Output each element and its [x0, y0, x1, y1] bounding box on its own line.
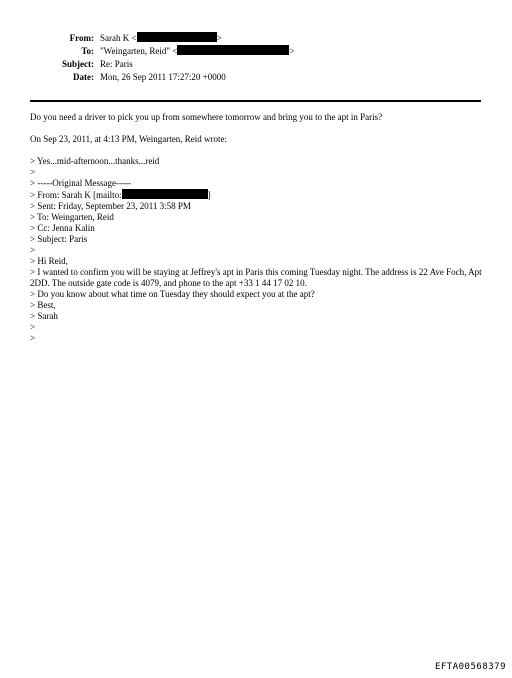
quoted-line: > Sent: Friday, September 23, 2011 3:58 PM — [30, 201, 191, 211]
quoted-line: > — [30, 322, 36, 332]
quoted-line: > To: Weingarten, Reid — [30, 212, 114, 222]
quoted-line: > Cc: Jenna Kalin — [30, 223, 95, 233]
from-name: Sarah K < — [100, 33, 137, 43]
date-label: Date: — [73, 72, 94, 82]
from-end: > — [216, 33, 222, 43]
subject-value: Re: Paris — [100, 59, 133, 69]
reply-text: Do you need a driver to pick you up from somewhere tomorrow and bring you to the apt in Paris? — [30, 112, 383, 122]
spacer — [30, 123, 482, 134]
from-value — [100, 32, 222, 45]
redaction-box — [137, 32, 217, 42]
quoted-line: > — [30, 245, 36, 255]
quoted-line: > Yes...mid-afternoon...thanks...reid — [30, 156, 160, 166]
to-end: > — [289, 46, 295, 56]
email-header — [20, 32, 480, 84]
quoted-from-line — [30, 189, 482, 201]
quoted-paragraph: > I wanted to confirm you will be staying at Jeffrey's apt in Paris this coming Tuesday night. The address is 22 Ave Foch, Apt 2DD. The outside gate code is 4079, and phone to the apt +33 1 44 17 02 10. — [30, 267, 482, 288]
from-label: From: — [69, 33, 94, 43]
header-to-row — [20, 45, 480, 58]
header-from-row — [20, 32, 480, 45]
redaction-box — [122, 189, 208, 199]
quoted-from-prefix: > From: Sarah K [mailto: — [30, 190, 122, 200]
quoted-from-suffix: ] — [207, 190, 211, 200]
quoted-line: > Sarah — [30, 311, 58, 321]
to-name: "Weingarten, Reid" < — [100, 46, 178, 56]
attribution-line: On Sep 23, 2011, at 4:13 PM, Weingarten, Reid wrote: — [30, 134, 228, 144]
header-date-row — [20, 71, 480, 84]
email-body — [30, 112, 482, 344]
bates-number: EFTA00568379 — [434, 662, 506, 672]
subject-label: Subject: — [62, 59, 94, 69]
header-subject-row — [20, 58, 480, 71]
quoted-line: > Subject: Paris — [30, 234, 88, 244]
header-divider — [30, 100, 481, 102]
quoted-line: > Do you know about what time on Tuesday they should expect you at the apt? — [30, 289, 315, 299]
quoted-line: > Hi Reid, — [30, 256, 68, 266]
spacer — [30, 145, 482, 156]
redaction-box — [177, 45, 289, 55]
quoted-line: > -----Original Message----- — [30, 178, 132, 188]
to-value — [100, 45, 295, 58]
quoted-line: > — [30, 167, 36, 177]
to-label: To: — [81, 46, 94, 56]
date-value: Mon, 26 Sep 2011 17:27:20 +0000 — [100, 72, 226, 82]
quoted-line: > — [30, 333, 36, 343]
quoted-line: > Best, — [30, 300, 56, 310]
